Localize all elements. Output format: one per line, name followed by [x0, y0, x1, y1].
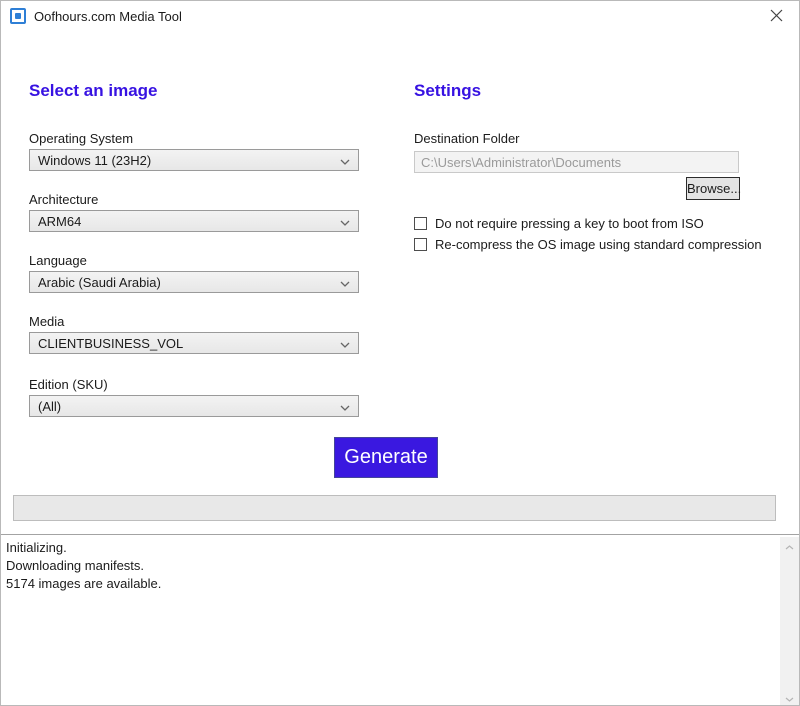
edition-group	[29, 377, 359, 417]
chevron-down-icon	[340, 153, 350, 168]
chevron-down-icon	[340, 275, 350, 290]
recompress-checkbox-row[interactable]	[414, 236, 762, 252]
destination-folder-value: C:\Users\Administrator\Documents	[421, 154, 622, 170]
language-dropdown[interactable]	[29, 271, 359, 293]
operating-system-group	[29, 131, 359, 171]
log-line: Downloading manifests.	[6, 558, 145, 573]
scroll-down-button[interactable]	[780, 689, 799, 706]
chevron-down-icon	[340, 214, 350, 229]
architecture-label: Architecture	[29, 192, 99, 207]
close-icon	[770, 9, 783, 25]
edition-value: (All)	[38, 398, 62, 414]
media-label: Media	[29, 314, 65, 329]
operating-system-label: Operating System	[29, 131, 134, 146]
language-group	[29, 253, 359, 293]
media-group	[29, 314, 359, 354]
recompress-checkbox[interactable]	[414, 238, 427, 251]
chevron-down-icon	[785, 690, 794, 705]
iso-boot-checkbox-label: Do not require pressing a key to boot from ISO	[435, 215, 704, 231]
generate-button[interactable]: Generate	[334, 437, 438, 478]
edition-dropdown[interactable]	[29, 395, 359, 417]
media-value: CLIENTBUSINESS_VOL	[38, 335, 184, 351]
log-output[interactable]	[1, 535, 780, 706]
media-dropdown[interactable]	[29, 332, 359, 354]
recompress-checkbox-label: Re-compress the OS image using standard compression	[435, 236, 762, 252]
edition-label: Edition (SKU)	[29, 377, 108, 392]
chevron-down-icon	[340, 336, 350, 351]
close-button[interactable]	[763, 5, 789, 29]
architecture-value: ARM64	[38, 213, 82, 229]
log-scrollbar[interactable]	[780, 537, 799, 706]
operating-system-dropdown[interactable]	[29, 149, 359, 171]
chevron-down-icon	[340, 399, 350, 414]
iso-boot-checkbox[interactable]	[414, 217, 427, 230]
browse-button[interactable]: Browse...	[686, 177, 740, 200]
select-image-heading: Select an image	[29, 81, 158, 100]
architecture-dropdown[interactable]	[29, 210, 359, 232]
chevron-up-icon	[785, 538, 794, 553]
destination-folder-label: Destination Folder	[414, 131, 520, 146]
destination-folder-input[interactable]	[414, 151, 739, 173]
iso-boot-checkbox-row[interactable]	[414, 215, 704, 231]
operating-system-value: Windows 11 (23H2)	[38, 152, 152, 168]
architecture-group	[29, 192, 359, 232]
log-line: 5174 images are available.	[6, 576, 162, 591]
scroll-up-button[interactable]	[780, 537, 799, 554]
window-title: Oofhours.com Media Tool	[34, 9, 182, 24]
language-label: Language	[29, 253, 87, 268]
language-value: Arabic (Saudi Arabia)	[38, 274, 161, 290]
app-icon	[10, 8, 26, 24]
title-bar	[1, 1, 799, 31]
log-line: Initializing.	[6, 540, 67, 555]
settings-heading: Settings	[414, 81, 482, 100]
progress-bar	[13, 495, 776, 521]
